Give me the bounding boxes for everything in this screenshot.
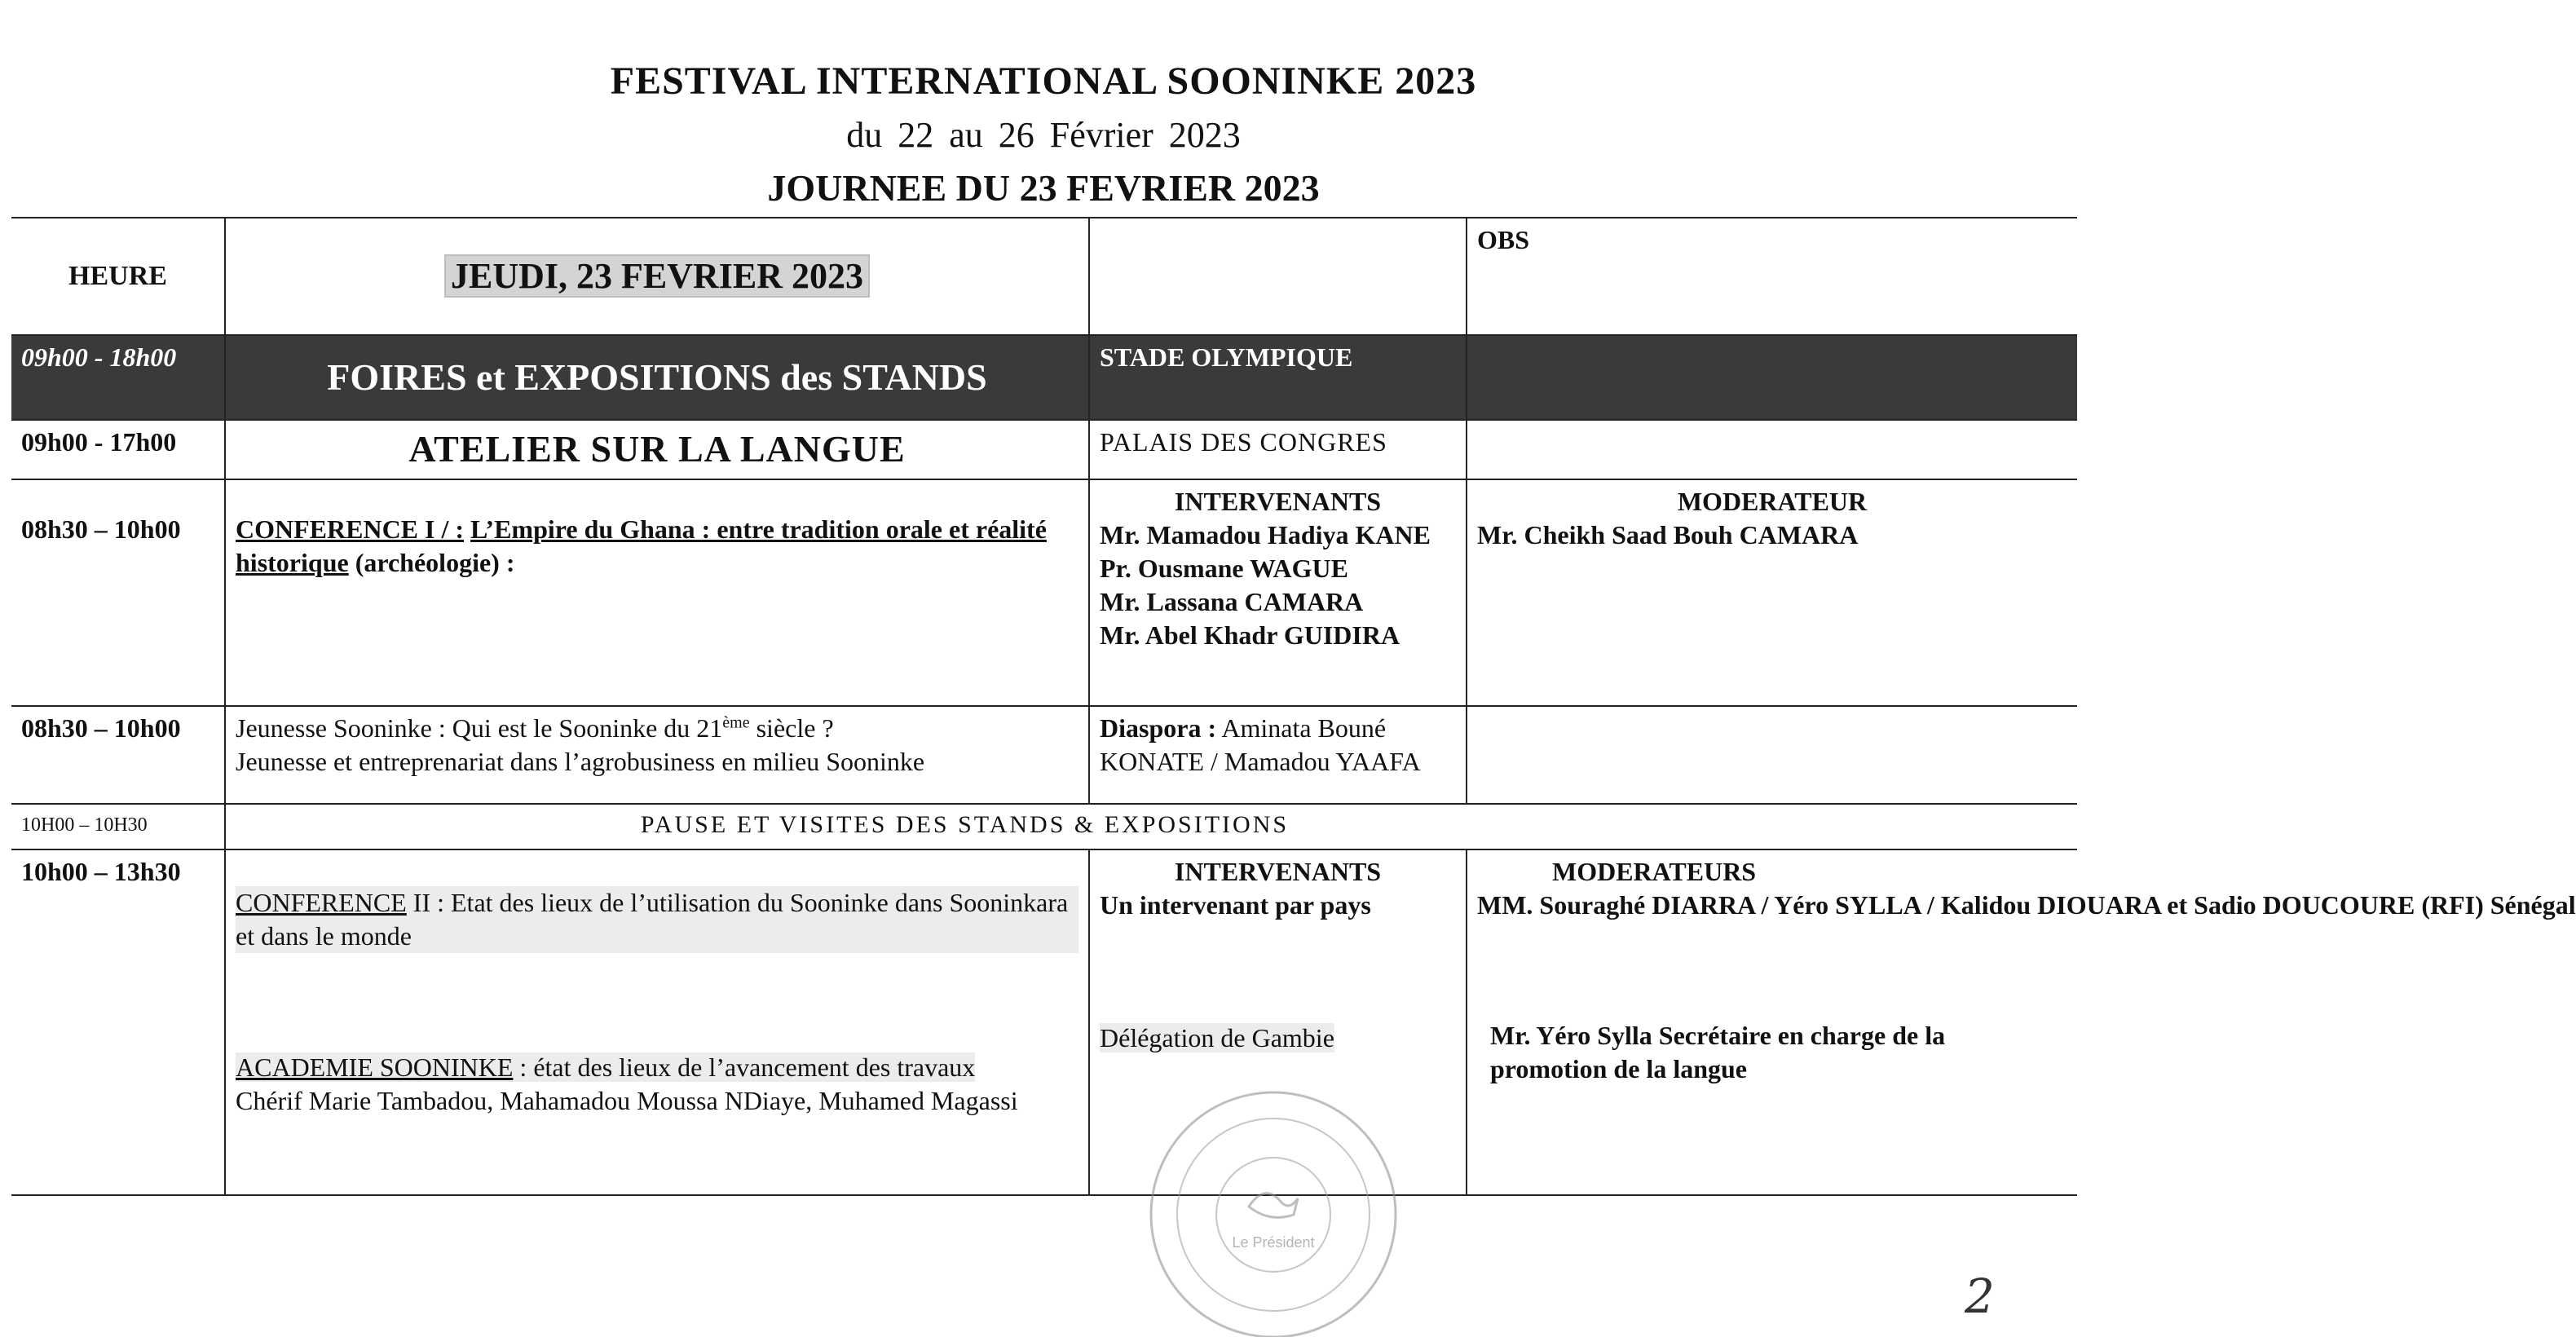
list-item: Mr. Abel Khadr GUIDIRA: [1100, 620, 1400, 650]
festival-dates: du 22 au 26 Février 2023: [846, 115, 1241, 155]
day-title: JOURNEE DU 23 FEVRIER 2023: [767, 167, 1320, 209]
youth-time: 08h30 – 10h00: [11, 706, 225, 804]
association-stamp-icon: [1135, 1084, 1412, 1337]
list-item: Pr. Ousmane WAGUE: [1100, 553, 1348, 583]
conf1-moderator: Mr. Cheikh Saad Bouh CAMARA: [1477, 519, 1859, 549]
fair-place: STADE OLYMPIQUE: [1089, 335, 1467, 420]
fair-row: [11, 335, 2077, 420]
list-item: Mr. Mamadou Hadiya KANE: [1100, 519, 1431, 549]
youth-topic: [225, 706, 1089, 804]
pause-time: 10H00 – 10H30: [11, 804, 225, 849]
pause-row: [11, 804, 2077, 849]
conf2-speakers-title: INTERVENANTS: [1174, 856, 1382, 886]
youth-obs: [1467, 706, 2077, 804]
conf2-moderators-cell: [1467, 849, 2576, 1195]
conf1-topic: L’Empire du Ghana : entre tradition orale et réalité historique: [236, 514, 1047, 577]
conf2-topics: [225, 849, 1089, 1195]
place-header: [1089, 218, 1467, 335]
atelier-row: [11, 420, 2077, 479]
diaspora-speakers: Aminata Bouné KONATE / Mamadou YAAFA: [1100, 713, 1421, 776]
conf1-subject: [225, 479, 1089, 706]
conf2-text: II : Etat des lieux de l’utilisation du Sooninke dans Sooninkara et dans le monde: [236, 887, 1069, 951]
academy-label: ACADEMIE SOONINKE: [236, 1052, 514, 1082]
academy-members: Chérif Marie Tambadou, Mahamadou Moussa NDiaye, Muhamed Magassi: [236, 1085, 1018, 1115]
conf2-moderators-title: MODERATEURS: [1552, 856, 1757, 886]
youth-line-1-sup: ème: [722, 713, 750, 732]
pause-cell: [225, 804, 2077, 849]
conf1-time: 08h30 – 10h00: [11, 479, 225, 706]
conf2-subject: [236, 886, 1078, 953]
pause-label: PAUSE ET VISITES DES STANDS & EXPOSITIONS: [640, 810, 1290, 838]
day-header-cell: [225, 218, 1089, 335]
conference-1-row: [11, 479, 2077, 706]
conf1-label: CONFERENCE I / :: [236, 514, 465, 544]
page-number: 2: [1965, 1269, 1995, 1324]
academy-delegation: Délégation de Gambie: [1100, 1022, 1334, 1052]
conf1-suffix: (archéologie) :: [348, 547, 515, 577]
youth-line-1: Jeunesse Sooninke : Qui est le Sooninke du 21: [236, 713, 723, 743]
conf2-time: 10h00 – 13h30: [11, 849, 225, 1195]
diaspora-label: Diaspora :: [1100, 713, 1217, 743]
academy-note: Mr. Yéro Sylla Secrétaire en charge de la promotion de la langue: [1490, 1020, 1946, 1083]
conf2-moderators: MM. Souraghé DIARRA / Yéro SYLLA / Kalidou DIOUARA et Sadio DOUCOURE (RFI) Sénégal: [1477, 889, 2576, 920]
document-title: FESTIVAL INTERNATIONAL SOONINKE 2023: [610, 60, 1477, 103]
fair-time: 09h00 - 18h00: [11, 335, 225, 420]
conf2-speakers-text: Un intervenant par pays: [1100, 889, 1371, 920]
atelier-time: 09h00 - 17h00: [11, 420, 225, 479]
fair-obs: [1467, 335, 2077, 420]
list-item: Mr. Lassana CAMARA: [1100, 586, 1364, 616]
conf1-speakers-title: INTERVENANTS: [1174, 486, 1382, 516]
atelier-place: PALAIS DES CONGRES: [1089, 420, 1467, 479]
conf1-speakers: [1089, 479, 1467, 706]
fair-title: FOIRES et EXPOSITIONS des STANDS: [225, 335, 1089, 420]
atelier-title: ATELIER SUR LA LANGUE: [225, 420, 1089, 479]
atelier-obs: [1467, 420, 2077, 479]
schedule-table: [11, 217, 2576, 1196]
stamp-center-text: Le Président: [1232, 1234, 1315, 1251]
youth-line-1-end: siècle ?: [749, 713, 834, 743]
conf2-label: CONFERENCE: [236, 887, 407, 917]
conf1-moderator-cell: [1467, 479, 2077, 706]
youth-line-2: Jeunesse et entreprenariat dans l’agrobusiness en milieu Sooninke: [236, 746, 925, 776]
obs-header: OBS: [1467, 218, 2077, 335]
youth-speakers: [1089, 706, 1467, 804]
academy-subject: [236, 1051, 1078, 1084]
academy-text: : état des lieux de l’avancement des travaux: [513, 1052, 976, 1082]
conference-2-row: [11, 849, 2077, 1195]
heure-header: HEURE: [11, 218, 225, 335]
youth-row: [11, 706, 2077, 804]
conf1-moderator-title: MODERATEUR: [1677, 486, 1868, 516]
day-header: JEUDI, 23 FEVRIER 2023: [446, 256, 868, 296]
table-header-row: [11, 218, 2077, 335]
